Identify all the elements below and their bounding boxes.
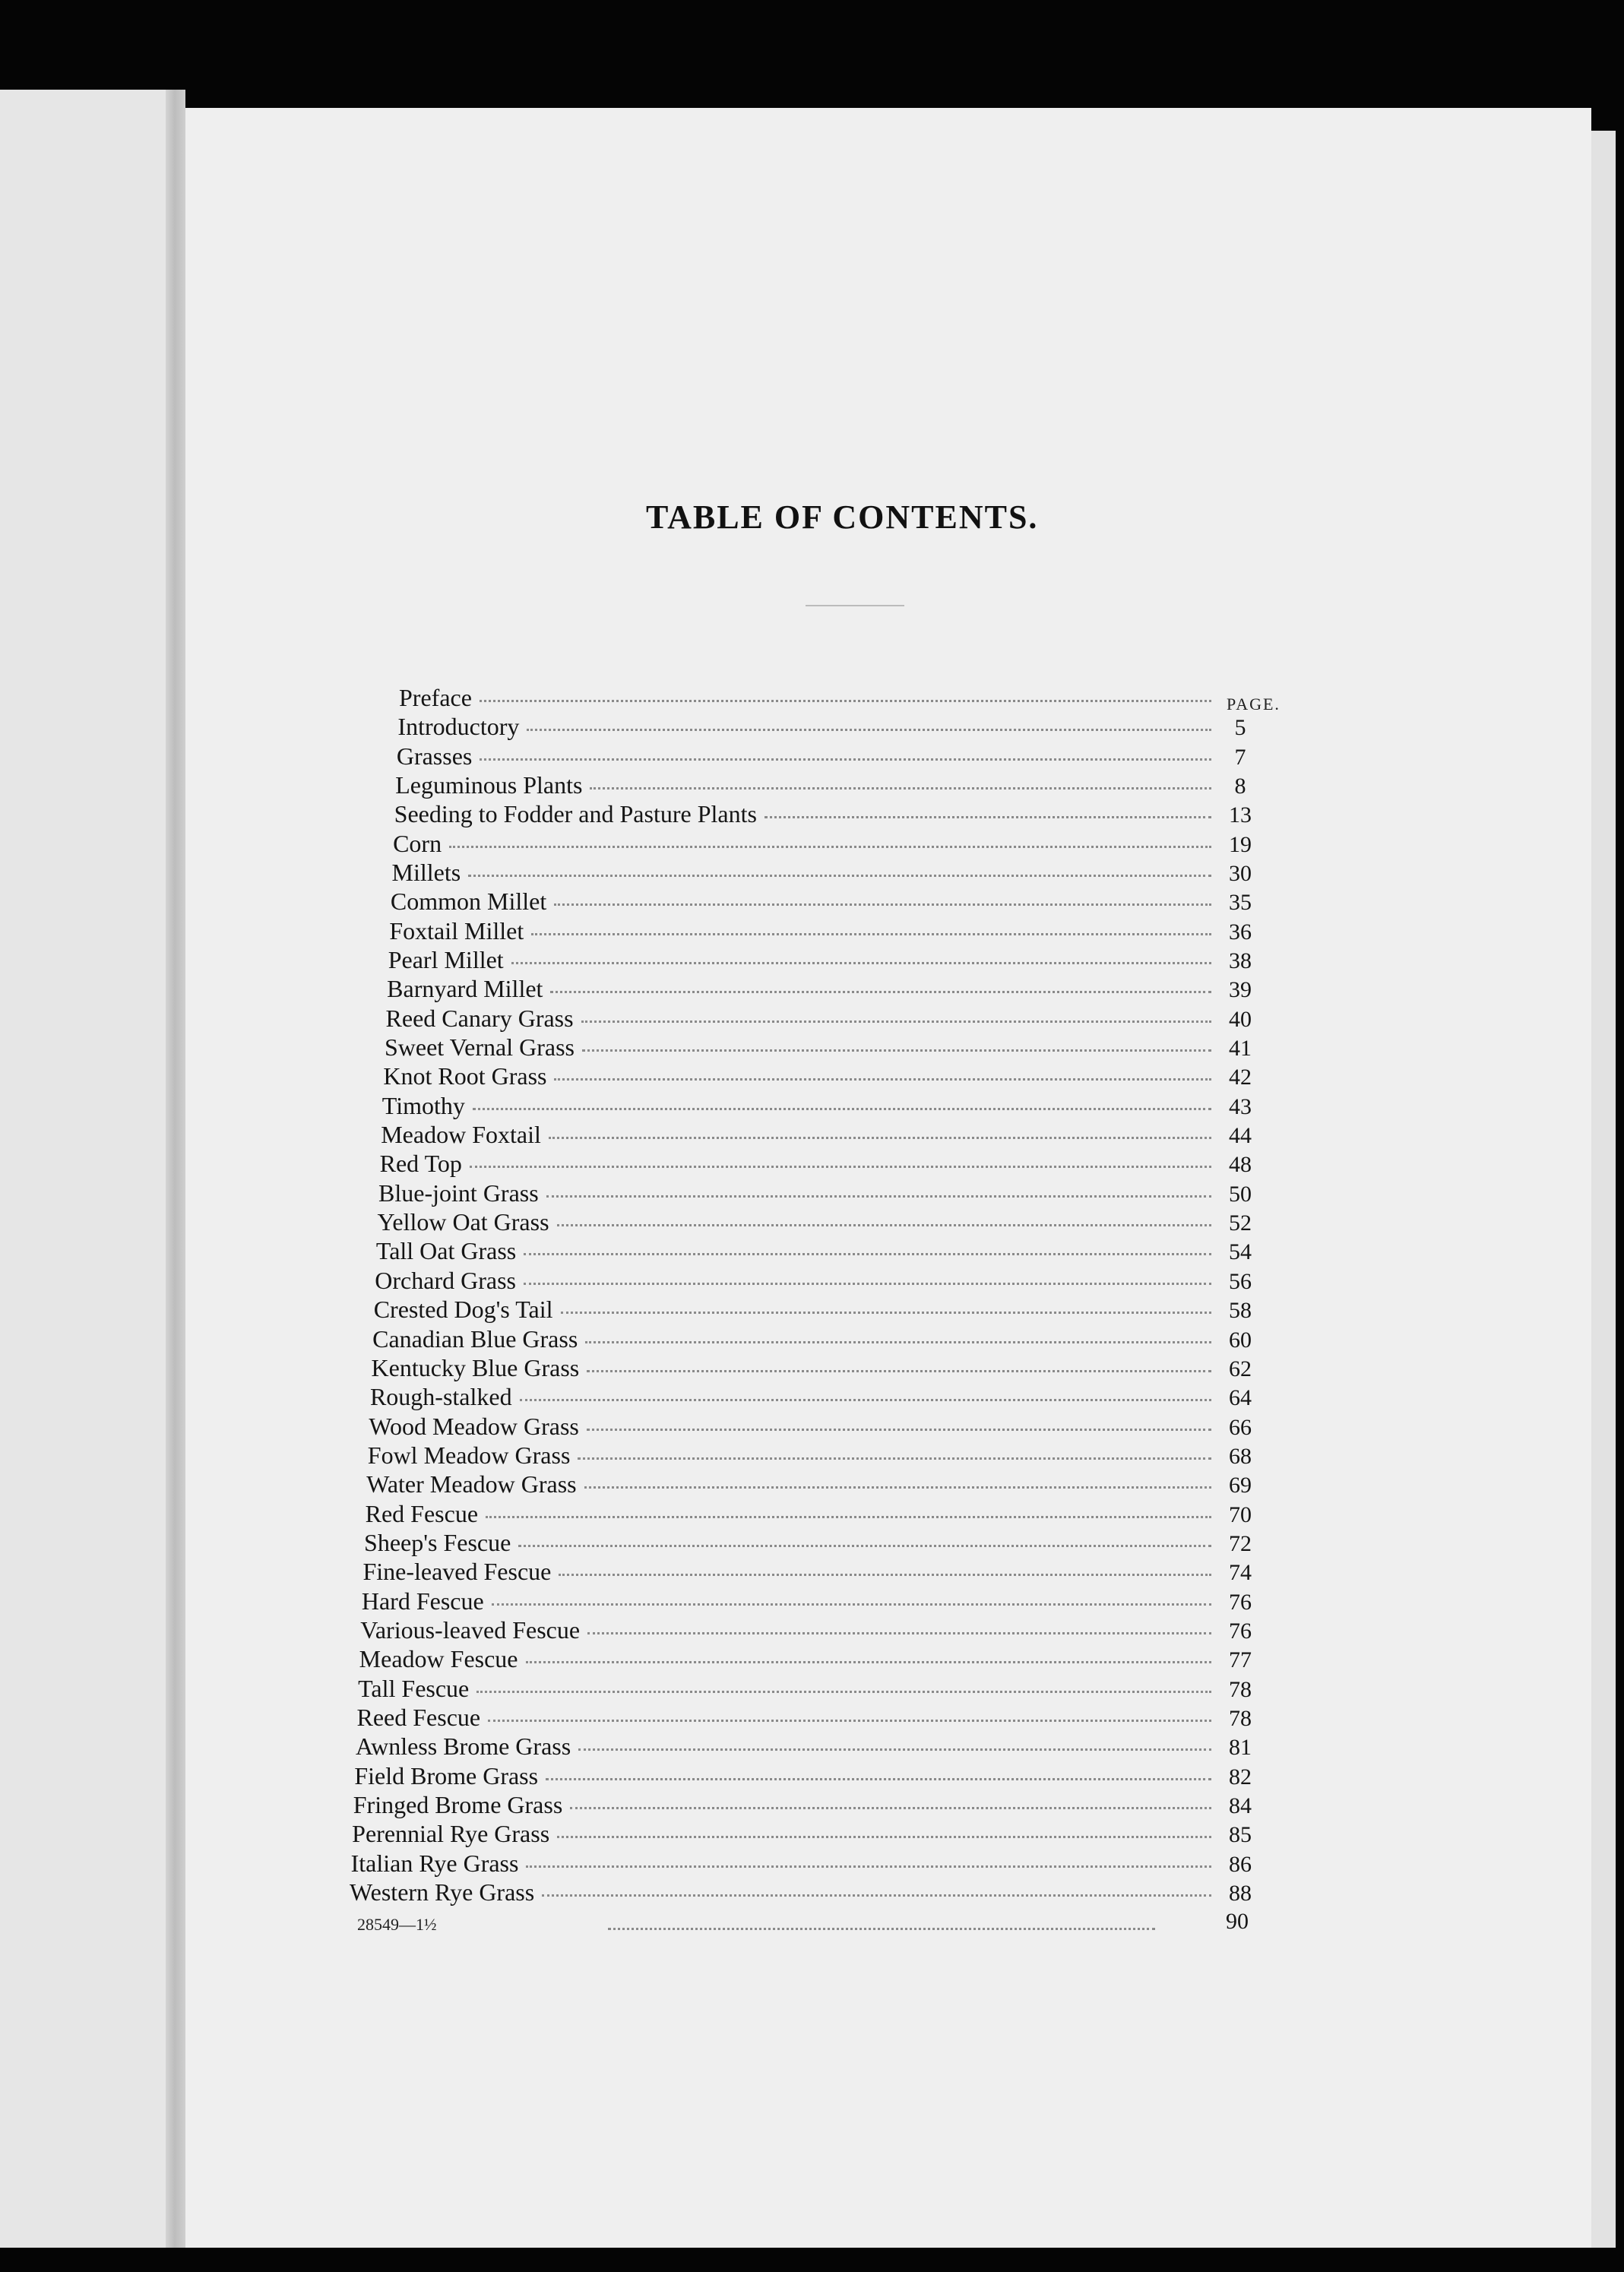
toc-entry-page: 81	[1228, 1735, 1252, 1761]
toc-entry-page: 7	[1234, 744, 1246, 770]
leader-dots	[590, 787, 1211, 790]
leader-dots	[468, 875, 1211, 877]
leader-dots	[486, 1516, 1211, 1518]
leader-dots	[527, 729, 1211, 731]
toc-entry	[352, 1820, 1262, 1850]
leader-dots	[546, 1195, 1211, 1198]
leader-dots	[492, 1603, 1211, 1606]
toc-entry-page: 64	[1228, 1385, 1252, 1411]
toc-entry-page: 50	[1228, 1181, 1252, 1207]
leader-dots	[480, 700, 1211, 702]
printer-reference: 28549—1½	[357, 1915, 437, 1934]
leader-dots	[480, 758, 1211, 761]
leader-dots	[524, 1253, 1211, 1255]
toc-entry	[387, 975, 1262, 1005]
toc-entry-label: Water Meadow Grass	[366, 1470, 577, 1498]
toc-entry	[368, 1441, 1262, 1472]
toc-entry-label: Hard Fescue	[361, 1587, 484, 1615]
toc-entry	[395, 771, 1262, 802]
toc-entry	[397, 713, 1262, 743]
toc-entry-page: 62	[1228, 1356, 1252, 1381]
toc-entry	[382, 1092, 1262, 1122]
toc-entry-label: Common Millet	[390, 888, 547, 916]
leader-dots	[587, 1429, 1211, 1431]
toc-entry-label: Knot Root Grass	[383, 1062, 547, 1090]
toc-entry-page: 52	[1228, 1210, 1252, 1236]
toc-entry-page: 66	[1228, 1414, 1252, 1440]
toc-entry-label: Awnless Brome Grass	[355, 1732, 571, 1761]
leader-dots	[473, 1108, 1211, 1110]
toc-entry-label: Blue-joint Grass	[378, 1179, 539, 1207]
leader-dots	[520, 1399, 1211, 1401]
toc-entry	[356, 1732, 1262, 1763]
left-page	[0, 90, 182, 2248]
toc-entry-label: Canadian Blue Grass	[372, 1324, 578, 1353]
toc-entry-label: Millets	[391, 859, 461, 887]
toc-entry	[388, 946, 1262, 976]
toc-entry	[377, 1208, 1262, 1239]
toc-entry-label: Italian Rye Grass	[350, 1849, 519, 1877]
toc-entry	[376, 1237, 1262, 1267]
toc-entry	[366, 1500, 1262, 1530]
toc-entry-label: Meadow Foxtail	[381, 1121, 541, 1149]
leader-dots	[587, 1632, 1211, 1634]
leader-dots	[526, 1661, 1211, 1663]
toc-entry-label: Introductory	[397, 713, 520, 741]
toc-entry	[362, 1587, 1262, 1618]
toc-entry-page: 36	[1228, 919, 1252, 945]
toc-entry	[358, 1675, 1262, 1705]
leader-dots	[518, 1545, 1211, 1547]
leader-dots	[554, 903, 1211, 906]
toc-entry	[397, 742, 1262, 773]
leader-dots	[470, 1166, 1211, 1168]
page-column-heading: PAGE.	[1227, 695, 1281, 714]
toc-entry-label: Grasses	[396, 742, 473, 770]
toc-entry-label: Timothy	[381, 1091, 465, 1119]
toc-entry-label: Tall Fescue	[358, 1674, 470, 1702]
toc-entry-page: 70	[1228, 1501, 1252, 1527]
last-page-number: 90	[1226, 1909, 1249, 1934]
toc-entry-page: 44	[1228, 1123, 1252, 1149]
toc-entry-label: Seeding to Fodder and Pasture Plants	[394, 800, 757, 828]
toc-entry-page: 39	[1228, 977, 1252, 1003]
toc-entry	[399, 684, 1262, 714]
toc-entry-page: 42	[1228, 1065, 1252, 1090]
toc-entry	[391, 888, 1262, 918]
leader-dots	[554, 1078, 1211, 1081]
leader-dots	[526, 1865, 1211, 1868]
leader-dots	[557, 1224, 1211, 1226]
leader-dots	[608, 1928, 1155, 1930]
toc-entry	[380, 1150, 1262, 1180]
toc-entry-page: 72	[1228, 1530, 1252, 1556]
toc-entry	[360, 1616, 1262, 1647]
toc-entry-label: Fine-leaved Fescue	[362, 1558, 552, 1586]
toc-entry-label: Perennial Rye Grass	[352, 1820, 550, 1848]
toc-entry-label: Sheep's Fescue	[364, 1528, 511, 1556]
leader-dots	[511, 962, 1211, 964]
leader-dots	[549, 1137, 1211, 1139]
toc-entry-label: Foxtail Millet	[389, 916, 524, 945]
toc-entry-label: Crested Dog's Tail	[373, 1296, 553, 1324]
leader-dots	[542, 1894, 1211, 1897]
toc-entry	[378, 1179, 1262, 1210]
toc-entry-page: 35	[1228, 890, 1252, 916]
leader-dots	[582, 1049, 1211, 1052]
leader-dots	[550, 991, 1211, 993]
toc-entry-label: Leguminous Plants	[395, 771, 583, 799]
toc-entry-page: 76	[1228, 1589, 1252, 1615]
toc-entry	[353, 1791, 1262, 1821]
toc-entry	[366, 1470, 1262, 1501]
toc-entry-label: Meadow Fescue	[359, 1645, 518, 1673]
title-divider	[806, 605, 904, 606]
toc-entry	[389, 917, 1262, 948]
toc-entry	[381, 1121, 1262, 1151]
leader-dots	[488, 1720, 1211, 1722]
toc-entry	[369, 1413, 1262, 1443]
toc-entry	[375, 1267, 1262, 1297]
leader-dots	[557, 1836, 1211, 1838]
toc-entry	[393, 830, 1262, 860]
toc-entry-label: Western Rye Grass	[350, 1878, 535, 1906]
leader-dots	[531, 933, 1211, 935]
leader-dots	[578, 1748, 1211, 1751]
toc-entry-page: 40	[1228, 1006, 1252, 1032]
toc-entry-label: Fowl Meadow Grass	[367, 1441, 571, 1469]
toc-entry-label: Yellow Oat Grass	[377, 1208, 549, 1236]
toc-entry-page: 82	[1228, 1764, 1252, 1789]
toc-entry-label: Reed Fescue	[356, 1703, 481, 1731]
toc-entry-label: Red Top	[379, 1150, 462, 1178]
toc-entry-label: Pearl Millet	[388, 946, 504, 974]
toc-entry	[394, 800, 1262, 831]
toc-entry	[391, 859, 1262, 889]
leader-dots	[546, 1778, 1211, 1780]
toc-entry	[364, 1529, 1262, 1559]
toc-entry-page: 85	[1228, 1822, 1252, 1848]
toc-entry	[362, 1558, 1262, 1588]
toc-entry-page: 56	[1228, 1268, 1252, 1294]
leader-dots	[765, 816, 1211, 818]
toc-entry	[386, 1005, 1262, 1035]
toc-entry-page: 68	[1228, 1443, 1252, 1469]
toc-entry-label: Kentucky Blue Grass	[371, 1353, 580, 1381]
leader-dots	[587, 1370, 1211, 1372]
toc-entry-page: 76	[1228, 1618, 1252, 1644]
toc-entry-label: Various-leaved Fescue	[360, 1615, 581, 1644]
toc-entry-page: 77	[1228, 1647, 1252, 1673]
toc-entry-page: 5	[1234, 715, 1246, 741]
toc-entry	[383, 1062, 1262, 1093]
leader-dots	[561, 1312, 1211, 1314]
toc-entry-page: 78	[1228, 1705, 1252, 1731]
toc-entry-label: Wood Meadow Grass	[369, 1412, 579, 1440]
toc-entry-label: Reed Canary Grass	[385, 1004, 574, 1032]
leader-dots	[584, 1486, 1211, 1489]
toc-entry	[385, 1033, 1262, 1064]
toc-entry-page: 60	[1228, 1327, 1252, 1353]
toc-entry	[357, 1704, 1262, 1734]
toc-entry-page: 58	[1228, 1298, 1252, 1324]
toc-entry	[351, 1850, 1262, 1880]
toc-entry-label: Orchard Grass	[375, 1266, 516, 1294]
leader-dots	[585, 1341, 1211, 1343]
leader-dots	[559, 1574, 1211, 1576]
toc-entry-page: 41	[1228, 1036, 1252, 1062]
toc-entry-page: 78	[1228, 1676, 1252, 1702]
toc-entry-page: 86	[1228, 1851, 1252, 1877]
leader-dots	[524, 1283, 1211, 1285]
toc-entry-page: 54	[1228, 1239, 1252, 1265]
toc-entry-page: 88	[1229, 1881, 1252, 1906]
toc-entry	[374, 1296, 1262, 1326]
toc-entry-label: Red Fescue	[365, 1499, 479, 1527]
leader-dots	[476, 1691, 1211, 1693]
leader-dots	[449, 846, 1211, 848]
toc-entry	[354, 1762, 1262, 1793]
book-gutter	[166, 90, 185, 2248]
leader-dots	[570, 1807, 1211, 1809]
toc-entry-page: 48	[1228, 1152, 1252, 1178]
toc-entry-page: 38	[1228, 948, 1252, 974]
page-title: TABLE OF CONTENTS.	[646, 498, 1039, 536]
toc-entry-page: 8	[1234, 774, 1246, 799]
toc-entry-page: 30	[1228, 861, 1252, 887]
page-edge	[1591, 131, 1616, 2248]
leader-dots	[578, 1457, 1211, 1460]
toc-entry-page: 13	[1228, 802, 1252, 828]
toc-entry-label: Tall Oat Grass	[375, 1237, 517, 1265]
toc-entry	[359, 1645, 1262, 1676]
toc-entry-page: 74	[1228, 1560, 1252, 1586]
toc-entry-page: 84	[1228, 1793, 1252, 1818]
toc-entry-page: 69	[1228, 1473, 1252, 1498]
toc-entry	[370, 1383, 1262, 1413]
toc-entry	[350, 1878, 1262, 1909]
toc-entry-label: Sweet Vernal Grass	[384, 1033, 575, 1062]
toc-entry-page: 43	[1228, 1093, 1252, 1119]
toc-entry-label: Fringed Brome Grass	[353, 1790, 563, 1818]
toc-entry	[372, 1354, 1262, 1384]
toc-entry-page: 19	[1228, 831, 1252, 857]
leader-dots	[581, 1021, 1211, 1023]
toc-entry-label: Rough-stalked	[369, 1383, 512, 1411]
toc-entry	[372, 1325, 1262, 1356]
toc-entry-label: Barnyard Millet	[387, 975, 543, 1003]
toc-entry-label: Field Brome Grass	[354, 1761, 539, 1789]
toc-entry-label: Preface	[399, 684, 472, 711]
toc-entry-label: Corn	[393, 829, 442, 857]
